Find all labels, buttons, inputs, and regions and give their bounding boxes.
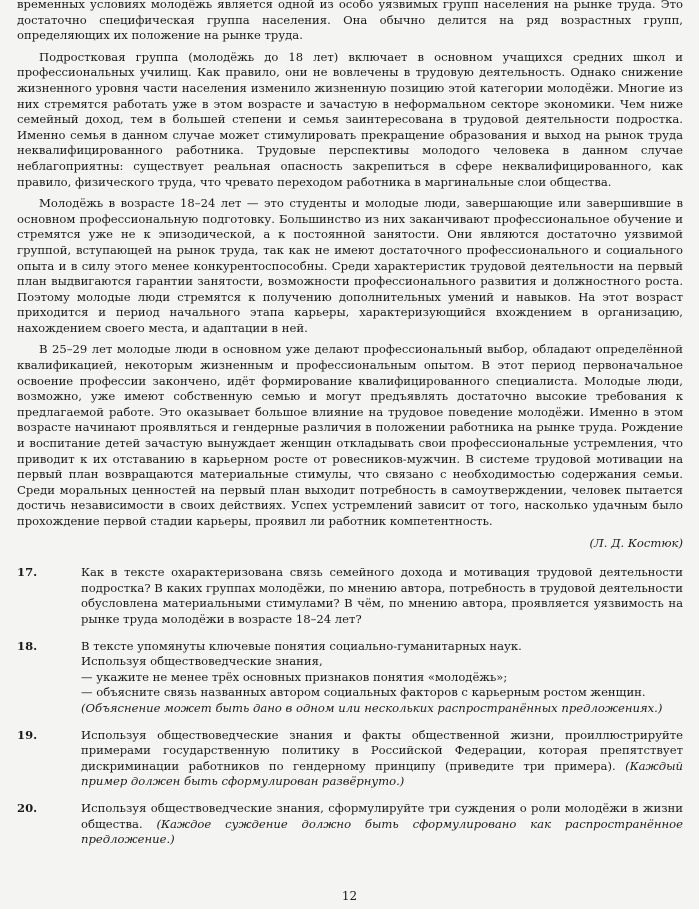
paragraph-25-29-group: В 25–29 лет молодые люди в основном уже делают профессиональный выбор, обладают определённой квалификацией, некоторым жизненным и профессиональным опытом. В этот период первоначальное освоение профессии закончено, идёт формирование квалифицированного специалиста. Молодые люди, возможно, уже имеют собственную семью и могут предъявлять достаточно высокие требования к предлагаемой работе. Это оказывает большое влияние на трудовое поведение молодёжи. Именно в этом возрасте начинают проявляться и гендерные различия в положении работника на рынке труда. Рождение и воспитание детей зачастую вынуждает женщин откладывать свои профессиональные устремления, что приводит к их отставанию в карьерном росте от ровесников-мужчин. В системе трудовой мотивации на первый план возвращаются материальные стимулы, что связано с необходимостью содержания семьи. Среди моральных ценностей на первый план выходит потребность в самоутверждении, человек пытается достичь независимости в своих действиях. Успех устремлений зависит от того, насколько удачным было прохождение первой стадии карьеры, проявил ли работник компетентность. bbox=[17, 342, 683, 528]
question-task: — объясните связь названных автором социальных факторов с карьерным ростом женщин. bbox=[81, 685, 646, 700]
question-text: Используя обществоведческие знания, сформулируйте три суждения о роли молодёжи в жизни общества. bbox=[81, 800, 683, 831]
page-number: 12 bbox=[341, 889, 358, 904]
paragraph-intro: временных условиях молодёжь является одной из особо уязвимых групп населения на рынке труда. Это достаточно специфическая группа населения. Она обычно делится на ряд возрастных групп, определяющих их положение на рынке труда. bbox=[17, 0, 683, 43]
question-note: (Объяснение может быть дано в одном или нескольких распространённых предложениях.) bbox=[81, 700, 663, 715]
paragraph-teen-group: Подростковая группа (молодёжь до 18 лет) включает в основном учащихся средних школ и профессиональных училищ. Как правило, они не вовлечены в трудовую деятельность. Однако снижение жизненного уровня части населения изменило жизненную позицию этой категории молодёжи. Многие из них стремятся работать уже в этом возрасте и зачастую в неформальном секторе экономики. Чем ниже семейный доход, тем в большей степени и семья заинтересована в трудовой деятельности подростка. Именно семья в данном случае может стимулировать прекращение образования и выход на рынок труда неквалифицированного работника. Трудовые перспективы молодого человека в данном случае неблагоприятны: существует реальная опасность закрепиться в сфере неквалифицированного, как правило, физического труда, что чревато переходом работника в маргинальные слои общества. bbox=[17, 49, 683, 189]
question-text: Как в тексте охарактеризована связь семейного дохода и мотивация трудовой деятельности подростка? В каких группах молодёжи, по мнению автора, потребность в трудовой деятельности обусловлена материальными стимулами? В чём, по мнению автора, проявляется уязвимость на рынке труда молодёжи в возрасте 18–24 лет? bbox=[81, 565, 683, 626]
question-note: (Каждый пример должен быть сформулирован развёрнуто.) bbox=[81, 758, 683, 789]
question-task: — укажите не менее трёх основных признаков понятия «молодёжь»; bbox=[81, 669, 508, 684]
question-text: Используя обществоведческие знания и факты общественной жизни, проиллюстрируйте примерами государственную политику в Российской Федерации, которая препятствует дискриминации работников по гендерному принципу (приведите три примера). bbox=[81, 727, 683, 773]
question-number: 19. bbox=[17, 727, 38, 742]
question-20 bbox=[17, 801, 683, 848]
question-number: 18. bbox=[17, 638, 38, 653]
question-19 bbox=[17, 728, 683, 790]
question-note: (Каждое суждение должно быть сформулировано как распространённое предложение.) bbox=[81, 816, 684, 847]
question-number: 17. bbox=[17, 565, 38, 580]
question-line: Используя обществоведческие знания, bbox=[81, 654, 323, 669]
author-attribution: (Л. Д. Костюк) bbox=[589, 535, 683, 550]
question-line: В тексте упомянуты ключевые понятия социально-гуманитарных наук. bbox=[81, 638, 522, 653]
question-number: 20. bbox=[17, 800, 38, 815]
question-17 bbox=[17, 565, 683, 627]
question-18 bbox=[17, 639, 683, 717]
paragraph-18-24-group: Молодёжь в возрасте 18–24 лет — это студенты и молодые люди, завершающие или завершившие в основном профессиональную подготовку. Большинство из них заканчивают профессиональное обучение и стремятся уже не к эпизодической, а к постоянной занятости. Они являются достаточно уязвимой группой, вступающей на рынок труда, так как не имеют достаточного профессионального и социального опыта и в силу этого менее конкурентоспособны. Среди характеристик трудовой деятельности на первый план выдвигаются гарантии занятости, возможности профессионального развития и должностного роста. Поэтому молодые люди стремятся к получению дополнительных умений и навыков. На этот возраст приходится и период начального этапа карьеры, характеризующийся вхождением в организацию, нахождением своего места, и адаптации в ней. bbox=[17, 196, 683, 335]
